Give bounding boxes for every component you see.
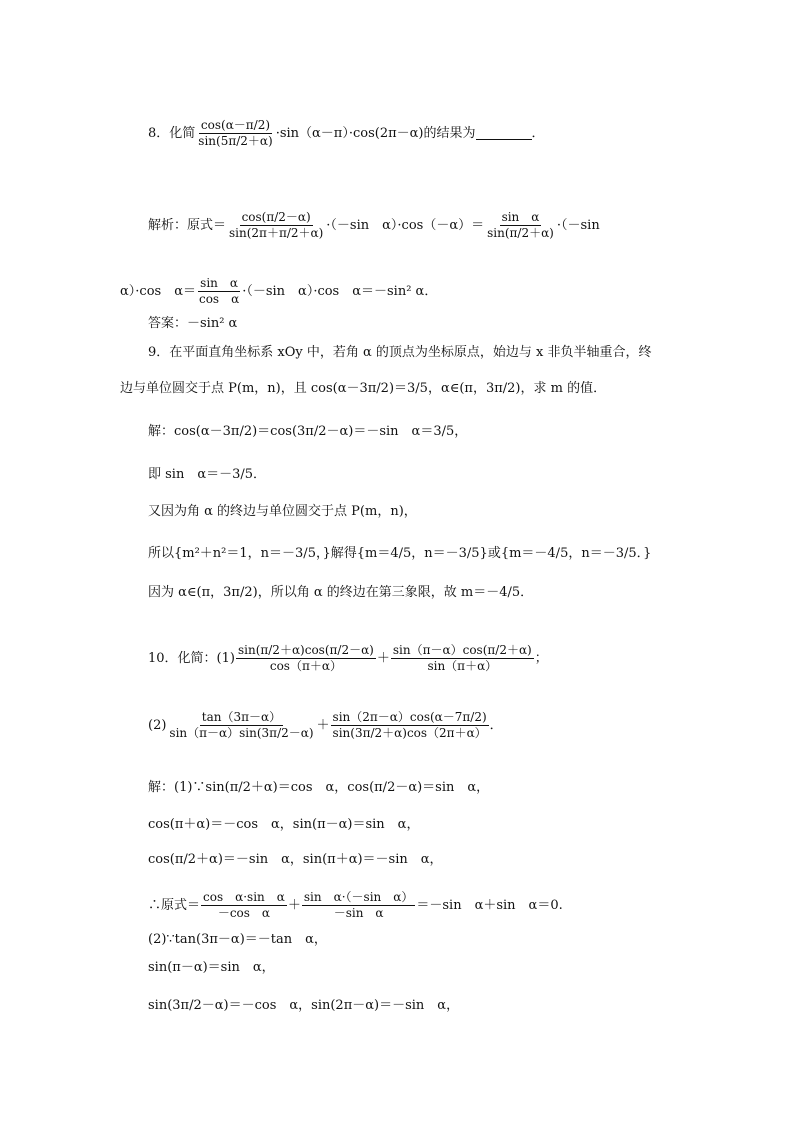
- q8-tail: ．: [531, 125, 545, 141]
- plus-sign: ＋: [376, 650, 390, 666]
- q10-p1-num1: sin(π/2＋α)cos(π/2－α): [237, 643, 374, 657]
- q8-numerator: cos(α－π/2): [200, 118, 271, 132]
- q8-sol-end1: ·（－sin: [556, 217, 600, 233]
- q10-part2: [148, 710, 503, 741]
- q10-p1-end: ；: [534, 650, 548, 666]
- q10-sol4-num1: cos α·sin α: [203, 890, 285, 904]
- q10-sol4-den2: －sin α: [333, 906, 384, 920]
- q9-solution-3: 又因为角 α 的终边与单位圆交于点 P(m，n)，: [148, 504, 417, 519]
- q8-sol-line2-start: α）·cos α＝: [120, 283, 196, 299]
- q8-solution-line1: [148, 210, 600, 241]
- q10-p2-den1: sin（π－α）sin(3π/2－α): [169, 726, 314, 740]
- q10-label: 10．化简：(1): [148, 650, 235, 666]
- q10-solution-3: cos(π/2＋α)＝－sin α，sin(π＋α)＝－sin α，: [148, 852, 443, 867]
- plus-sign: ＋: [287, 897, 301, 913]
- q8-rest: ·sin（α－π）·cos(2π－α)的结果为: [275, 125, 476, 141]
- q10-solution-5: (2)∵tan(3π－α)＝－tan α，: [148, 932, 327, 947]
- q9-solution-5: 因为 α∈(π，3π/2)，所以角 α 的终边在第三象限，故 m＝－4/5．: [148, 585, 534, 600]
- q10-solution-6: sin(π－α)＝sin α，: [148, 960, 275, 975]
- q8-label: 8．化简: [148, 125, 196, 141]
- q10-p1-num2: sin（π－α）cos(π/2＋α): [392, 643, 532, 657]
- q8-sol-line2-end: ·（－sin α）·cos α＝－sin² α．: [242, 283, 438, 299]
- q10-p2-num2: sin（2π－α）cos(α－7π/2): [332, 710, 487, 724]
- q9-solution-1: 解：cos(α－3π/2)＝cos(3π/2－α)＝－sin α＝3/5，: [148, 424, 468, 439]
- q8-sol-mid: ·（－sin α）·cos（－α）＝: [326, 217, 485, 233]
- q10-p2-num1: tan（3π－α）: [201, 710, 282, 724]
- q10-p1-den2: sin（π＋α）: [427, 659, 498, 673]
- q9-solution-2: 即 sin α＝－3/5．: [148, 467, 267, 482]
- q10-sol4-num2: sin α·（－sin α）: [303, 890, 414, 904]
- q8-sol-den2: sin(π/2＋α): [487, 226, 554, 240]
- q10-sol4-den1: －cos α: [217, 906, 271, 920]
- q10-sol4-label: ∴原式＝: [148, 897, 201, 913]
- q8-denominator: sin(5π/2＋α): [198, 134, 273, 148]
- q8-sol-den3: cos α: [198, 292, 240, 306]
- q9-text-line2: 边与单位圆交于点 P(m，n)，且 cos(α－3π/2)＝3/5，α∈(π，3π/2)，求 m 的值．: [120, 381, 607, 396]
- q8-statement: [148, 118, 545, 149]
- q10-solution-2: cos(π＋α)＝－cos α，sin(π－α)＝sin α，: [148, 817, 420, 832]
- q10-p1-den1: cos（π＋α）: [269, 659, 342, 673]
- q10-p2-den2: sin(3π/2＋α)cos（2π＋α）: [332, 726, 487, 740]
- q9-text-line1: 9．在平面直角坐标系 xOy 中，若角 α 的顶点为坐标原点，始边与 x 非负半轴重合，终: [148, 345, 652, 360]
- q10-p2-label: (2): [148, 717, 167, 733]
- plus-sign: ＋: [316, 717, 330, 733]
- q8-solution-label: 解析：原式＝: [148, 217, 227, 233]
- q8-answer-blank: [476, 127, 532, 140]
- q8-sol-num2: sin α: [501, 210, 540, 224]
- q8-fraction: [196, 118, 274, 149]
- q10-p2-end: ．: [489, 717, 503, 733]
- q9-solution-4: 所以{m²＋n²＝1，n＝－3/5，}解得{m＝4/5，n＝－3/5}或{m＝－4/5，n＝－3/5．}: [148, 546, 652, 561]
- q8-answer: 答案：－sin² α: [148, 316, 238, 331]
- q10-solution-1: 解：(1)∵sin(π/2＋α)＝cos α，cos(π/2－α)＝sin α，: [148, 780, 490, 795]
- q8-sol-num3: sin α: [200, 276, 239, 290]
- q10-solution-7: sin(3π/2－α)＝－cos α，sin(2π－α)＝－sin α，: [148, 998, 460, 1013]
- q10-part1: [148, 643, 548, 674]
- q10-solution-4: [148, 890, 563, 921]
- q8-sol-num1: cos(π/2－α): [241, 210, 311, 224]
- q8-sol-den1: sin(2π＋π/2＋α): [229, 226, 324, 240]
- q8-solution-line2: [120, 276, 437, 307]
- q10-sol4-end: ＝－sin α＋sin α＝0.: [416, 897, 563, 913]
